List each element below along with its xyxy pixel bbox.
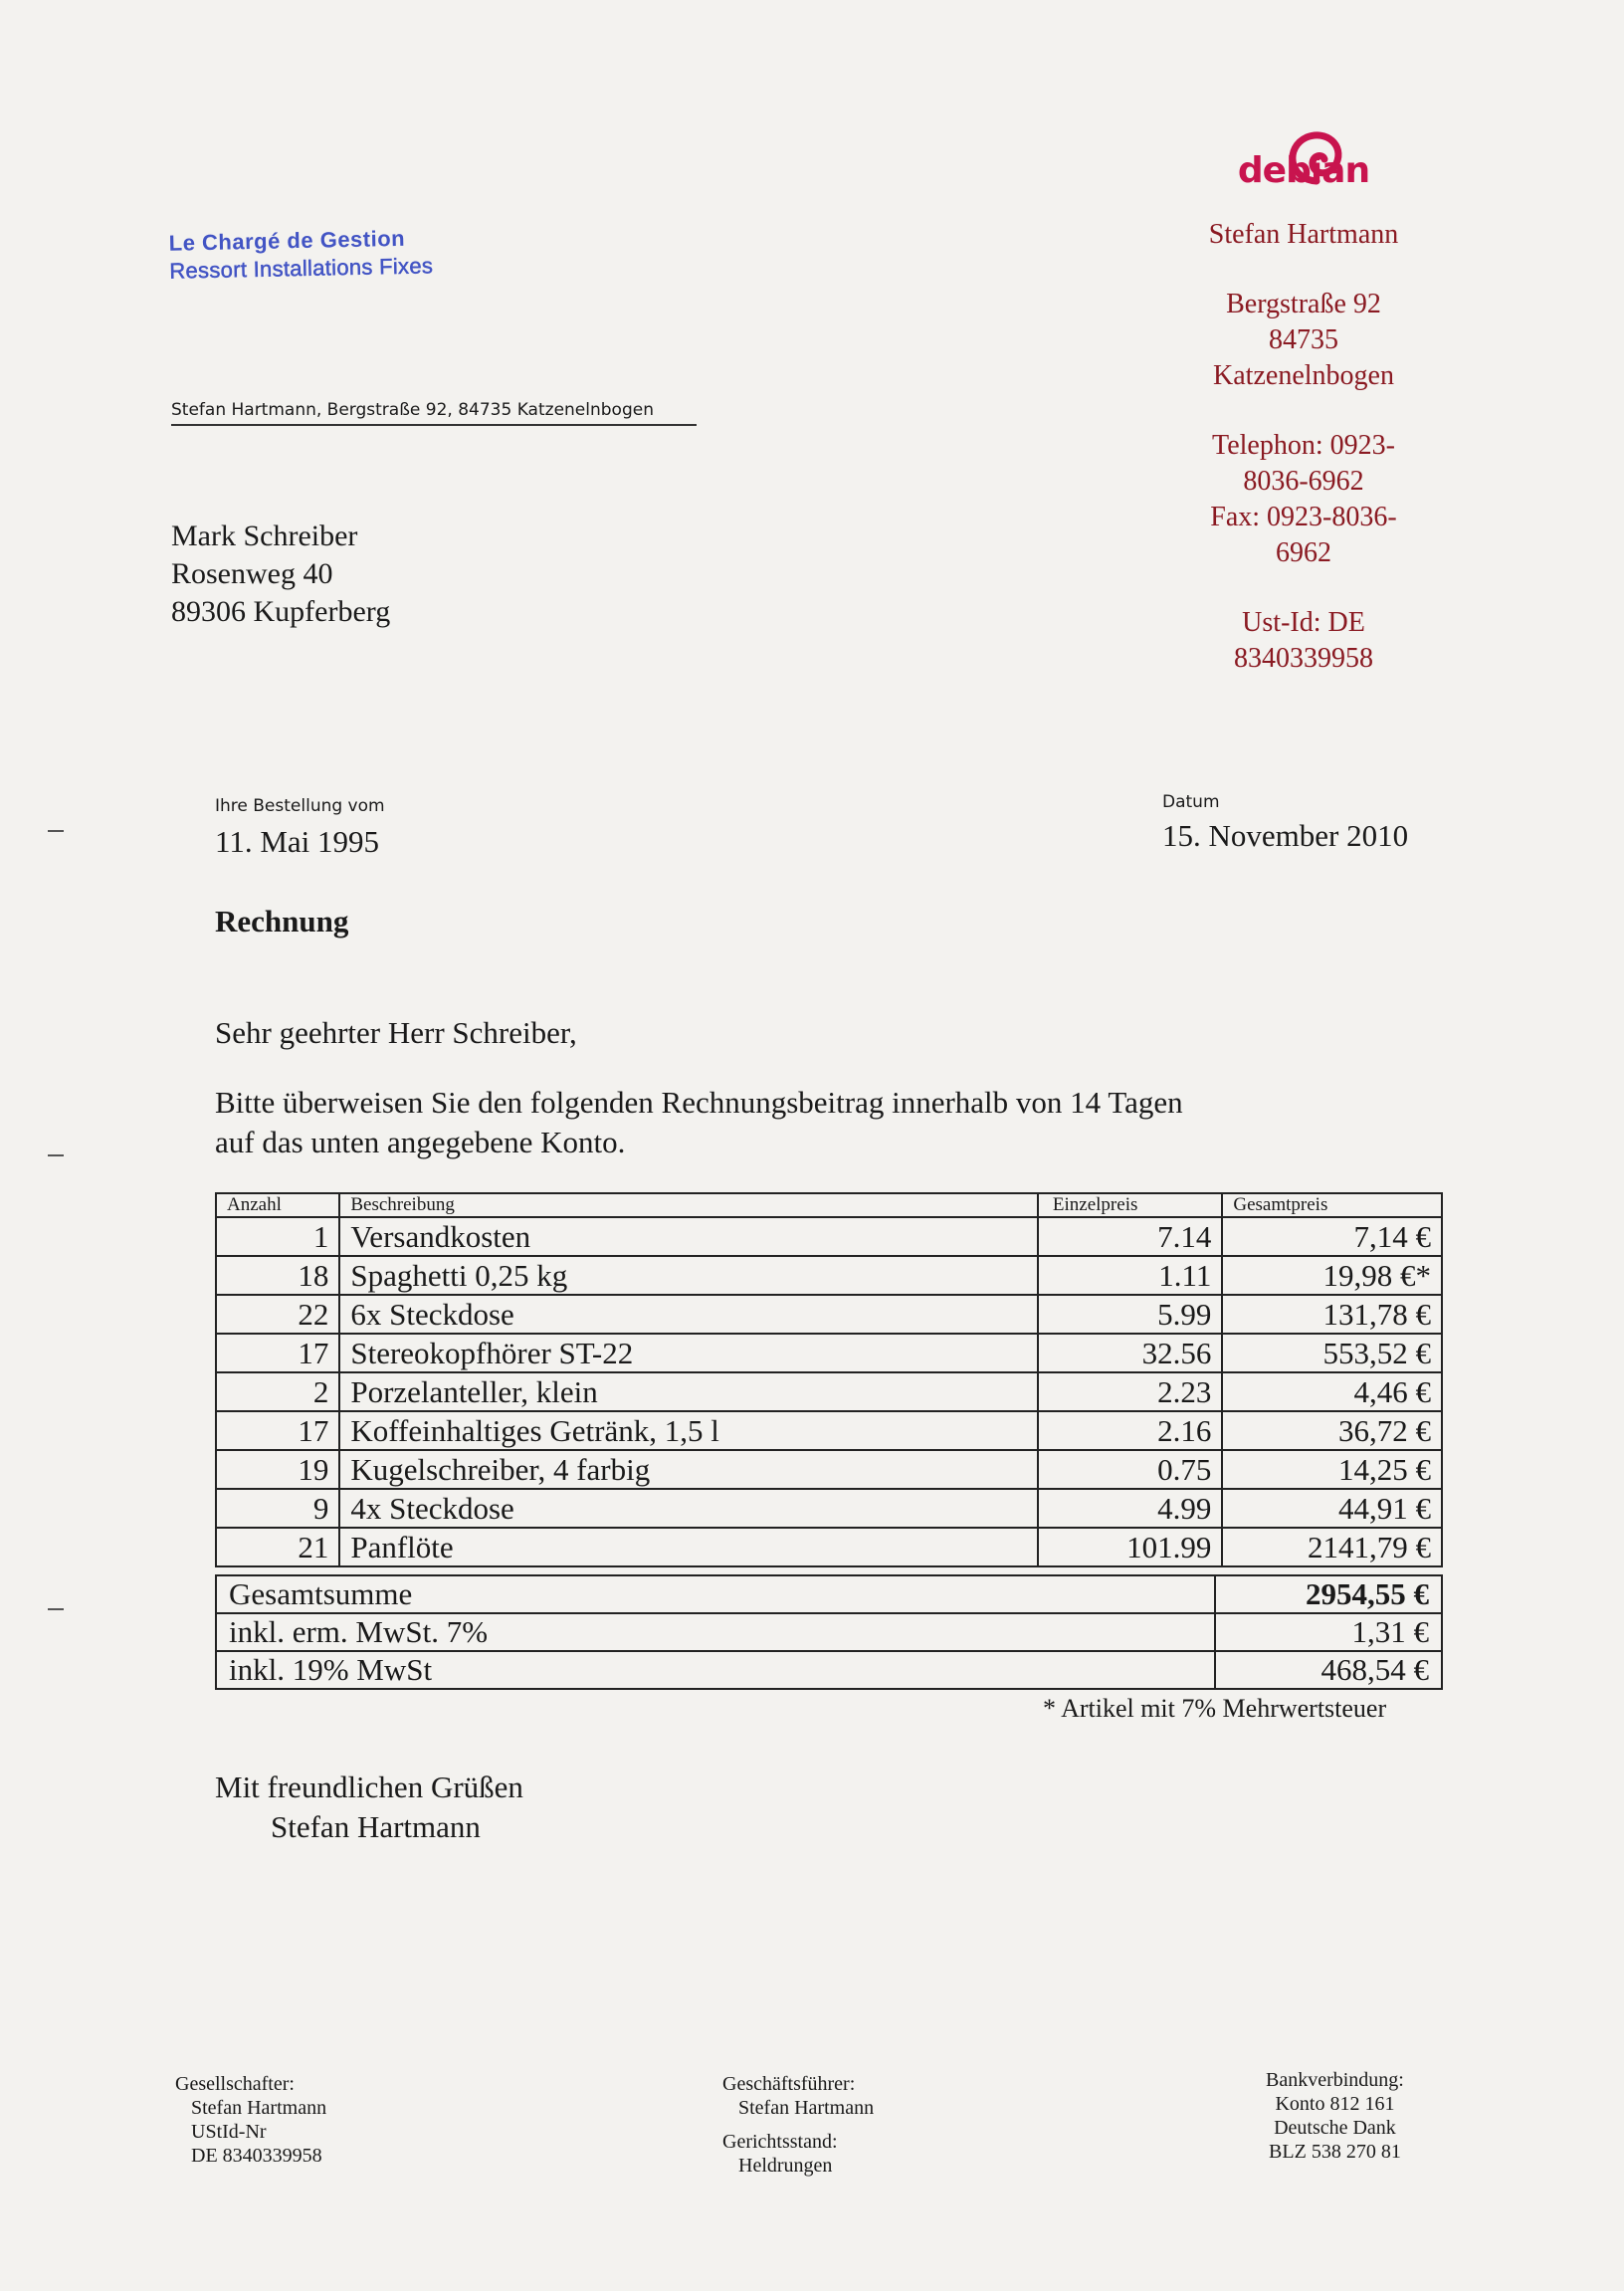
letterhead-zip: 84735 <box>1269 324 1338 355</box>
footer-partners-name: Stefan Hartmann <box>191 2097 327 2119</box>
row-total-price: 131,78 € <box>1222 1295 1442 1334</box>
vat7-value: 1,31 € <box>1215 1613 1442 1651</box>
intro-line-2: auf das unten angegebene Konto. <box>215 1125 626 1159</box>
table-row <box>216 1256 1442 1295</box>
vat7-label: inkl. erm. MwSt. 7% <box>216 1613 1215 1651</box>
row-unit-price: 0.75 <box>1038 1450 1222 1489</box>
row-total-price: 4,46 € <box>1222 1372 1442 1411</box>
recipient-name: Mark Schreiber <box>171 520 358 552</box>
footer-bank <box>1266 2068 1404 2164</box>
row-total-price: 7,14 € <box>1222 1217 1442 1256</box>
header-unit-price: Einzelpreis <box>1038 1193 1222 1217</box>
row-description: Spaghetti 0,25 kg <box>339 1256 1038 1295</box>
letterhead-street: Bergstraße 92 <box>1226 289 1381 319</box>
row-qty: 21 <box>216 1528 339 1566</box>
letterhead <box>1154 119 1453 677</box>
letterhead-ustid-2: 8340339958 <box>1234 643 1373 674</box>
fold-mark-top <box>48 830 64 832</box>
stamp-line-2: Ressort Installations Fixes <box>169 253 434 284</box>
stamp-line-1: Le Chargé de Gestion <box>168 225 406 256</box>
fold-mark-bottom <box>48 1608 64 1610</box>
footer-bank-blz: BLZ 538 270 81 <box>1269 2141 1401 2163</box>
total-sum-value: 2954,55 € <box>1215 1575 1442 1613</box>
footer-bank-name: Deutsche Dank <box>1274 2117 1396 2139</box>
header-total-price: Gesamtpreis <box>1222 1193 1442 1217</box>
letterhead-ustid-1: Ust-Id: DE <box>1242 607 1365 638</box>
row-total-price: 2141,79 € <box>1222 1528 1442 1566</box>
footer-manager-name: Stefan Hartmann <box>738 2097 875 2119</box>
salutation: Sehr geehrter Herr Schreiber, <box>215 1015 577 1050</box>
debian-logo <box>1229 119 1378 209</box>
table-row <box>216 1411 1442 1450</box>
footer-manager-label: Geschäftsführer: <box>722 2073 856 2095</box>
letterhead-phone-2: 8036-6962 <box>1243 466 1364 497</box>
row-description: Koffeinhaltiges Getränk, 1,5 l <box>339 1411 1038 1450</box>
row-qty: 17 <box>216 1411 339 1450</box>
row-description: Porzelanteller, klein <box>339 1372 1038 1411</box>
row-unit-price: 4.99 <box>1038 1489 1222 1528</box>
header-qty: Anzahl <box>216 1193 339 1217</box>
row-description: Kugelschreiber, 4 farbig <box>339 1450 1038 1489</box>
footer-ustid-value: DE 8340339958 <box>191 2145 322 2167</box>
total-sum-row <box>216 1575 1442 1613</box>
header-description: Beschreibung <box>339 1193 1038 1217</box>
recipient-address <box>171 518 390 631</box>
vat7-row <box>216 1613 1442 1651</box>
row-unit-price: 7.14 <box>1038 1217 1222 1256</box>
invoice-date-label: Datum <box>1162 792 1220 812</box>
fold-mark-middle <box>48 1154 64 1156</box>
row-unit-price: 101.99 <box>1038 1528 1222 1566</box>
closing <box>215 1768 523 1847</box>
row-unit-price: 2.23 <box>1038 1372 1222 1411</box>
table-row <box>216 1217 1442 1256</box>
intro-line-1: Bitte überweisen Sie den folgenden Rechnungsbeitrag innerhalb von 14 Tagen <box>215 1085 1183 1120</box>
footer-bank-account: Konto 812 161 <box>1275 2093 1395 2115</box>
intro-paragraph <box>215 1083 1409 1162</box>
letterhead-name: Stefan Hartmann <box>1208 219 1399 250</box>
row-total-price: 14,25 € <box>1222 1450 1442 1489</box>
logo-wordmark: debian <box>1237 150 1370 191</box>
letterhead-fax-2: 6962 <box>1276 537 1331 568</box>
row-qty: 2 <box>216 1372 339 1411</box>
closing-name: Stefan Hartmann <box>271 1809 481 1844</box>
table-row <box>216 1372 1442 1411</box>
footer-court-label: Gerichtsstand: <box>722 2131 838 2153</box>
row-total-price: 44,91 € <box>1222 1489 1442 1528</box>
row-qty: 9 <box>216 1489 339 1528</box>
vat19-row <box>216 1651 1442 1689</box>
invoice-totals-table <box>215 1574 1443 1690</box>
footer-bank-label: Bankverbindung: <box>1266 2069 1404 2091</box>
table-header-row <box>216 1193 1442 1217</box>
office-stamp <box>168 224 433 286</box>
order-date-value: 11. Mai 1995 <box>215 824 380 859</box>
row-qty: 22 <box>216 1295 339 1334</box>
row-qty: 17 <box>216 1334 339 1372</box>
footer-ustid-label: UStId-Nr <box>191 2121 267 2143</box>
row-description: 4x Steckdose <box>339 1489 1038 1528</box>
row-total-price: 19,98 €* <box>1222 1256 1442 1295</box>
total-sum-label: Gesamtsumme <box>229 1576 413 1611</box>
row-qty: 19 <box>216 1450 339 1489</box>
letterhead-phone-1: Telephon: 0923- <box>1212 430 1395 461</box>
table-row <box>216 1528 1442 1566</box>
sender-return-address: Stefan Hartmann, Bergstraße 92, 84735 Katzenelnbogen <box>171 400 697 426</box>
footer-partners <box>175 2072 326 2168</box>
footer-court-value: Heldrungen <box>738 2155 833 2177</box>
invoice-date-value: 15. November 2010 <box>1162 818 1409 853</box>
vat19-label: inkl. 19% MwSt <box>216 1651 1215 1689</box>
row-unit-price: 32.56 <box>1038 1334 1222 1372</box>
letterhead-city: Katzenelnbogen <box>1213 360 1394 391</box>
row-description: Versandkosten <box>339 1217 1038 1256</box>
row-qty: 18 <box>216 1256 339 1295</box>
table-row <box>216 1334 1442 1372</box>
row-description: Panflöte <box>339 1528 1038 1566</box>
row-unit-price: 1.11 <box>1038 1256 1222 1295</box>
order-date-label: Ihre Bestellung vom <box>215 796 385 816</box>
row-total-price: 36,72 € <box>1222 1411 1442 1450</box>
table-row <box>216 1295 1442 1334</box>
table-row <box>216 1489 1442 1528</box>
vat19-value: 468,54 € <box>1215 1651 1442 1689</box>
row-total-price: 553,52 € <box>1222 1334 1442 1372</box>
row-description: 6x Steckdose <box>339 1295 1038 1334</box>
closing-greeting: Mit freundlichen Grüßen <box>215 1770 523 1804</box>
table-row <box>216 1450 1442 1489</box>
footer-management <box>722 2072 874 2178</box>
recipient-street: Rosenweg 40 <box>171 557 333 590</box>
document-title: Rechnung <box>215 904 349 938</box>
invoice-items-table <box>215 1192 1443 1567</box>
letterhead-fax-1: Fax: 0923-8036- <box>1210 502 1397 532</box>
row-unit-price: 2.16 <box>1038 1411 1222 1450</box>
row-unit-price: 5.99 <box>1038 1295 1222 1334</box>
recipient-city: 89306 Kupferberg <box>171 595 391 628</box>
row-qty: 1 <box>216 1217 339 1256</box>
vat-footnote: * Artikel mit 7% Mehrwertsteuer <box>1043 1694 1387 1723</box>
footer-partners-label: Gesellschafter: <box>175 2073 295 2095</box>
row-description: Stereokopfhörer ST-22 <box>339 1334 1038 1372</box>
